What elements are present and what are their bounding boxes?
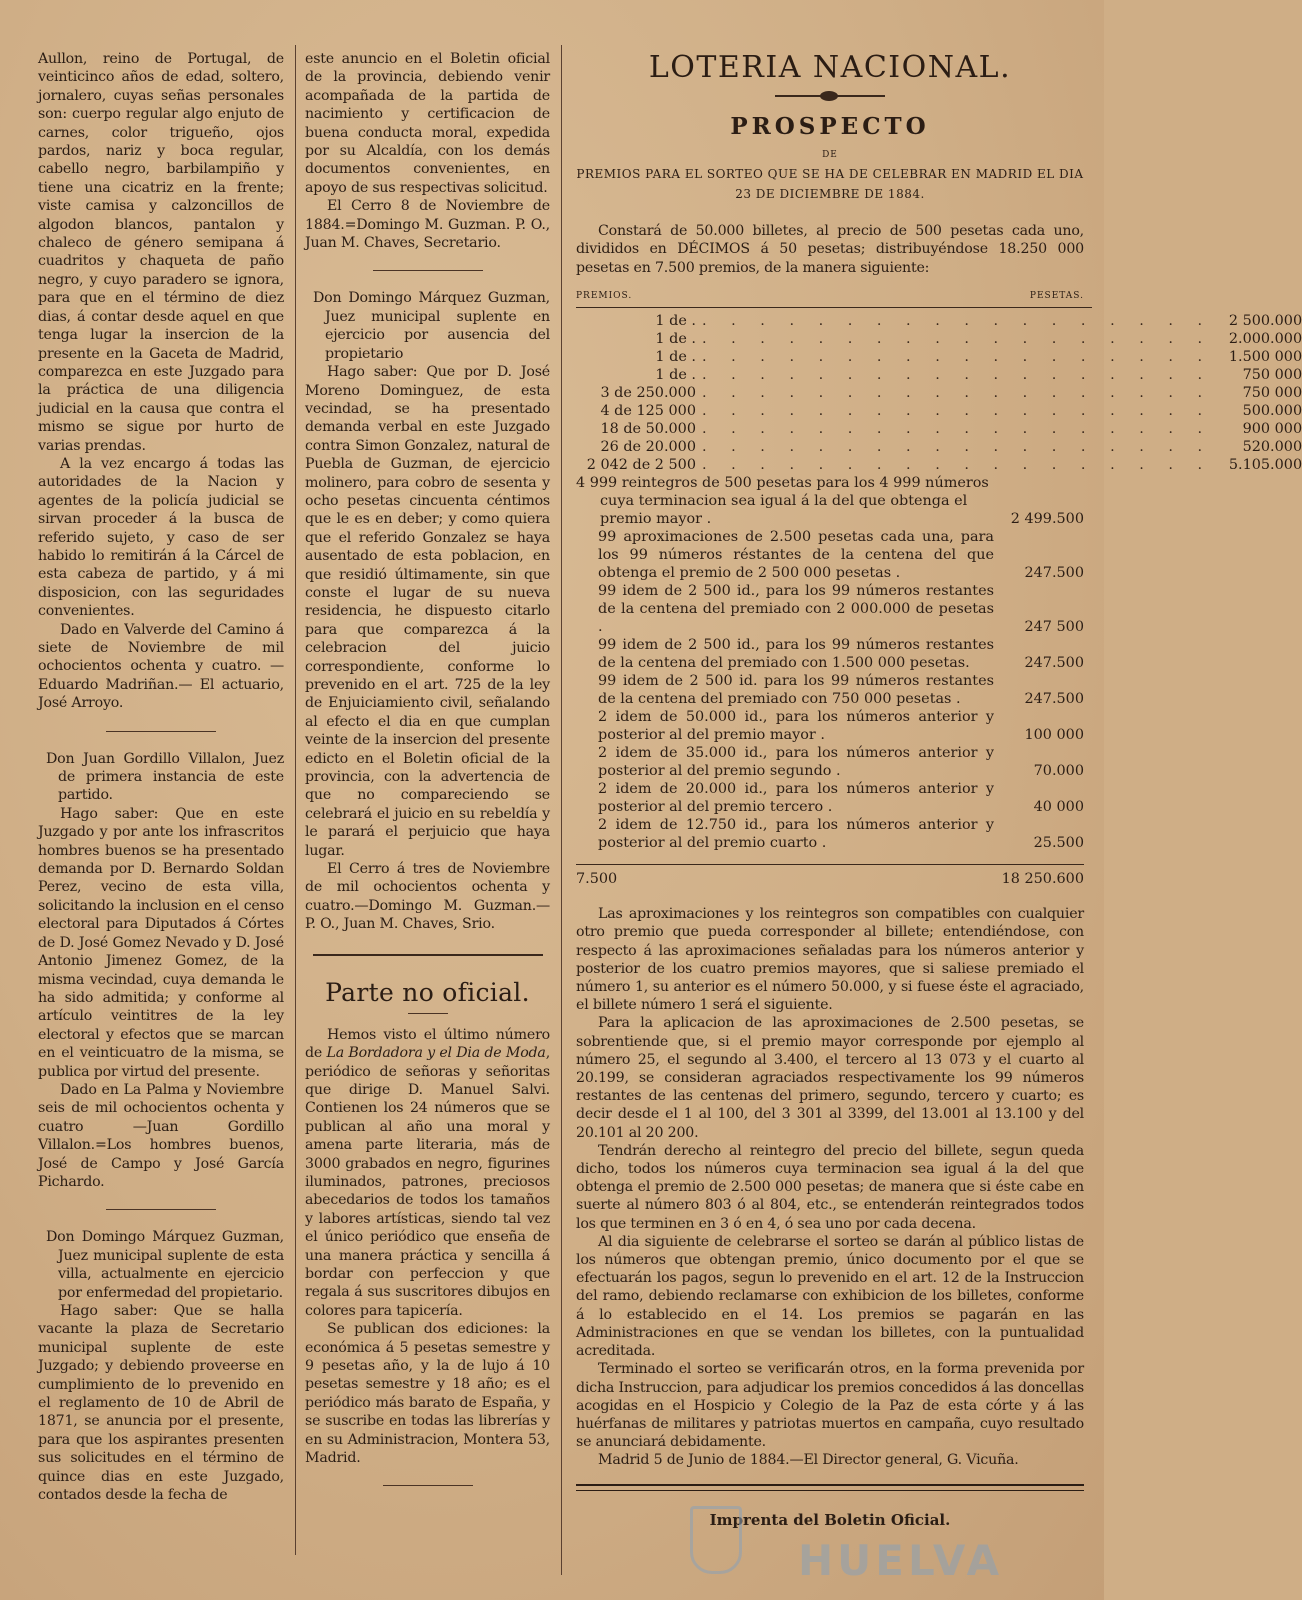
column-1 — [38, 50, 284, 1504]
prize-description: 99 idem de 2 500 id., para los 99 números restantes de la centena del premiado con 2 000.000 de pesetas . — [598, 583, 994, 636]
table-row — [576, 384, 1302, 402]
table-row — [576, 348, 1302, 366]
total-pesetas: 18 250.600 — [994, 864, 1084, 887]
prize-amount: 247 500 — [1024, 619, 1084, 636]
paragraph: El Cerro 8 de Noviembre de 1884.=Domingo M. Guzman. P. O., Juan M. Chaves, Secretario. — [305, 198, 550, 252]
prize-amount: 2 500.000 — [1228, 313, 1302, 330]
prize-description: 99 aproximaciones de 2.500 pesetas cada una, para los 99 números réstantes de la centena del que obtenga el premio de 2 500 000 pesetas . — [598, 529, 994, 582]
paragraph: Hemos visto el último número de La Bordadora y el Dia de Moda, periódico de señoras y señoritas que dirige D. Manuel Salvi. Contienen los 24 números que se publican al año una moral y amena parte literaria, más de 3000 grabados en negro, figurines iluminados, patrones, preciosos abecedarios de todos los tamaños y labores artísticas, siendo tal vez el único periódico que enseña de una manera práctica y sencilla á bordar con perfeccion y que regala á sus suscritores dibujos en colores para tapicería. — [305, 1026, 551, 1319]
prize-quantity: 18 de 50.000 — [600, 421, 696, 438]
prize-quantity: 1 de . — [655, 367, 696, 384]
paragraph: Las aproximaciones y los reintegros son compatibles con cualquier otro premio que pueda corresponder al billete; entendiéndose, con respecto á las aproximaciones señaladas para los números anterior y posterior de los cuatro premios mayores, que si saliese premiado el número 1, su anterior es el número 50.000, y si fuese éste el agraciado, el billete número 1 será el siguiente. — [576, 906, 1084, 1014]
prize-description: 2 idem de 50.000 id., para los números anterior y posterior al del premio mayor . — [598, 709, 994, 744]
paragraph: Al dia siguiente de celebrarse el sorteo se darán al público listas de los números que obtengan premio, único documento por el que se efectuarán los pagos, segun lo prevenido en el art. 12 de la Instruccion del ramo, debiendo reclamarse con exhibicion de los billetes, conforme á lo establecido en el 14. Los premios se pagarán en las Administraciones en que se vendan los billetes, con la puntualidad acreditada. — [576, 1233, 1084, 1360]
prize-amount: 1.500 000 — [1228, 349, 1302, 366]
paragraph: Para la aplicacion de las aproximaciones de 2.500 pesetas, se sobrentiende que, si el premio mayor corresponde por ejemplo al número 25, el segundo al 3.400, el tercero al 13 073 y el cuarto al 20.199, se consideran agraciados respectivamente los 99 números restantes de las centenas del primero, segundo, tercero y cuarto; es decir desde el 1 al 100, del 3 301 al 3399, del 13.001 al 13.100 y del 20.101 al 20 200. — [576, 1015, 1084, 1141]
dot-leader: . . . . . . . . . . . . . . . . . . — [702, 349, 1213, 366]
prize-description: 99 idem de 2 500 id., para los 99 números restantes de la centena del premiado con 1.500 000 pesetas. — [598, 637, 994, 672]
table-row — [576, 672, 1084, 708]
prize-amount: 520.000 — [1242, 439, 1302, 456]
prize-amount: 500.000 — [1242, 403, 1302, 420]
section-title: Parte no oficial. — [325, 977, 530, 1007]
separator — [373, 270, 483, 271]
watermark — [690, 1506, 1020, 1585]
prize-table — [576, 312, 1302, 852]
prize-amount: 25.500 — [1033, 835, 1084, 852]
prize-amount: 247.500 — [1024, 655, 1084, 672]
table-row — [576, 312, 1302, 330]
table-row — [576, 636, 1084, 672]
table-row — [576, 744, 1084, 780]
prize-amount: 2 499.500 — [1010, 511, 1084, 528]
paragraph: Aullon, reino de Portugal, de veinticinco años de edad, soltero, jornalero, cuyas señas personales son: cuerpo regular algo enjuto de carnes, color trigueño, ojos pardos, nariz y boca regular, cabello negro, barbilampiño y tiene una cicatriz en la frente; viste camisa y calzoncillos de algodon blancos, pantalon y chaleco de género semipana á cuadritos y chaqueta de paño negro, y cuyo paradero se ignora, para que en el término de diez dias, á contar desde aquel en que tenga lugar la insercion de la presente en la Gaceta de Madrid, comparezca en este Juzgado para la práctica de una diligencia judicial en la causa que contra el mismo se sigue por hurto de varias prendas. — [38, 51, 284, 454]
paragraph: Tendrán derecho al reintegro del precio del billete, segun queda dicho, todos los números cuya terminacion sea igual á la del que obtenga el premio de 2.500 000 pesetas; de manera que si éste cabe en suerte al número 803 ó al 804, etc., se entenderán reintegrados todos los que terminen en 3 ó en 4, ó sea uno por cada decena. — [576, 1142, 1084, 1232]
paragraph: Dado en La Palma y Noviembre seis de mil ochocientos ochenta y cuatro —Juan Gordillo Villalon.=Los hombres buenos, José de Campo y José García Pichardo. — [38, 1081, 284, 1190]
total-premios: 7.500 — [576, 864, 628, 887]
prize-amount: 5.105.000 — [1228, 457, 1302, 474]
column-3 — [576, 50, 1302, 1529]
printer-imprint: Imprenta del Boletin Oficial. — [709, 1510, 951, 1529]
prize-quantity: 1 de . — [655, 313, 696, 330]
table-row — [576, 438, 1302, 456]
separator — [313, 954, 543, 956]
table-row — [576, 420, 1302, 438]
prize-quantity: 2 042 de 2 500 — [586, 457, 696, 474]
table-row — [576, 456, 1302, 474]
prize-description: 2 idem de 12.750 id., para los números anterior y posterior al del premio cuarto . — [598, 817, 994, 852]
dot-leader: . . . . . . . . . . . . . . . . . . — [702, 457, 1213, 474]
paragraph: Se publican dos ediciones: la económica á 5 pesetas semestre y 9 pesetas año, y la de lujo á 10 pesetas semestre y 18 año; es el periódico más barato de España, y se suscribe en todas las librerías y en su Administracion, Montera 53, Madrid. — [305, 1321, 550, 1467]
separator — [576, 1484, 1084, 1491]
edict-heading: Don Juan Gordillo Villalon, Juez de primera instancia de este partido. — [46, 750, 284, 804]
prospectus-text — [576, 905, 1084, 1469]
table-totals — [576, 864, 1084, 887]
edict-heading: Don Domingo Márquez Guzman, Juez municipal suplente de esta villa, actualmente en ejercicio por enfermedad del propietario. — [46, 1229, 284, 1301]
column-divider — [561, 45, 562, 1575]
separator — [383, 1485, 473, 1486]
heading-subtitle: PREMIOS PARA EL SORTEO QUE SE HA DE CELEBRAR EN MADRID EL DIA — [576, 167, 1084, 181]
prize-description: 4 999 reintegros de 500 pesetas para los 4 999 números cuya terminacion sea igual á la del que obtenga el premio mayor . — [576, 475, 989, 528]
prize-amount: 40 000 — [1033, 799, 1084, 816]
table-header — [576, 291, 1092, 308]
separator — [106, 731, 216, 732]
paragraph: este anuncio en el Boletin oficial de la provincia, debiendo venir acompañada de la partida de nacimiento y certificacion de buena conducta moral, expedida por su Alcaldía, con los demás documentos convenientes, en apoyo de sus respectivas solicitud. — [305, 51, 550, 196]
separator — [106, 1209, 216, 1210]
separator — [408, 1013, 448, 1014]
table-row — [576, 330, 1302, 348]
paragraph: Terminado el sorteo se verificarán otros, en la forma prevenida por dicha Instruccion, para adjudicar los premios concedidos á las doncellas acogidas en el Hospicio y Colegio de la Paz de esta córte y á las huérfanas de militares y patriotas muertos en campaña, cuyo resultado se anunciará debidamente. — [576, 1361, 1084, 1451]
prize-description: 2 idem de 20.000 id., para los números anterior y posterior al del premio tercero . — [598, 781, 994, 816]
prize-description: 99 idem de 2 500 id. para los 99 números restantes de la centena del premiado con 750 000 pesetas . — [598, 673, 994, 708]
ornament-icon — [775, 95, 885, 97]
paragraph: A la vez encargo á todas las autoridades de la Nacion y agentes de la policía judicial se sirvan proceder á la busca de referido sujeto, y caso de ser habido lo remitirán á la Cárcel de esta cabeza de partido, y á mi disposicion, con las seguridades convenientes. — [38, 455, 284, 620]
table-row — [576, 780, 1084, 816]
prize-amount: 247.500 — [1024, 565, 1084, 582]
heading-date: 23 DE DICIEMBRE DE 1884. — [735, 187, 925, 201]
prize-amount: 900 000 — [1242, 421, 1302, 438]
table-row — [576, 708, 1084, 744]
column-divider — [295, 45, 296, 1555]
prize-amount: 750 000 — [1242, 385, 1302, 402]
prize-quantity: 1 de . — [655, 349, 696, 366]
watermark-text: HUELVA — [798, 1536, 1004, 1585]
table-row — [576, 366, 1302, 384]
page-title: LOTERIA NACIONAL. — [648, 50, 1012, 85]
edict-heading: Don Domingo Márquez Guzman, Juez municipal suplente en ejercicio por ausencia del propietario — [313, 290, 550, 362]
table-row — [576, 816, 1084, 852]
paragraph: Constará de 50.000 billetes, al precio de 500 pesetas cada uno, divididos en DÉCIMOS á 50 pesetas; distribuyéndose 18.250 000 pesetas en 7.500 premios, de la manera siguiente: — [576, 223, 1084, 276]
signature-line: Madrid 5 de Junio de 1884.—El Director general, G. Vicuña. — [598, 1452, 1019, 1469]
heading-de: DE — [822, 150, 838, 160]
dot-leader: . . . . . . . . . . . . . . . . . . — [702, 421, 1213, 438]
dot-leader: . . . . . . . . . . . . . . . . . . — [702, 331, 1213, 348]
dot-leader: . . . . . . . . . . . . . . . . . . — [702, 439, 1213, 456]
column-header-premios: PREMIOS. — [576, 291, 633, 302]
column-header-pesetas: PESETAS. — [1029, 291, 1084, 302]
prize-quantity: 1 de . — [655, 331, 696, 348]
prize-amount: 750 000 — [1242, 367, 1302, 384]
table-row — [576, 474, 1084, 528]
paragraph: Hago saber: Que se halla vacante la plaza de Secretario municipal suplente de este Juzgado; y debiendo proveerse en cumplimiento de lo prevenido en el reglamento de 10 de Abril de 1871, se anuncia por el presente, para que los aspirantes presenten sus solicitudes en el término de quince dias en este Juzgado, contados desde la fecha de — [38, 1303, 284, 1504]
paragraph: Hago saber: Que por D. José Moreno Dominguez, de esta vecindad, se ha presentado demanda verbal en este Juzgado contra Simon Gonzalez, natural de Puebla de Guzman, de ejercicio molinero, para cobro de sesenta y ocho pesetas cincuenta céntimos que le es en deber; y como quiera que el referido Gonzalez se haya ausentado de esta poblacion, en que residió últimamente, sin que conste el lugar de su nueva residencia, he dispuesto citarlo para que comparezca á la celebracion del juicio correspondiente, conforme lo prevenido en el art. 725 de la ley de Enjuiciamiento civil, señalando al efecto el dia en que cumplan veinte de la insercion del presente edicto en el Boletin oficial de la provincia, con la advertencia de que no compareciendo se celebrará el juicio en su rebeldía y le parará el perjuicio que haya lugar. — [305, 364, 550, 859]
dot-leader: . . . . . . . . . . . . . . . . . . — [702, 367, 1213, 384]
prize-amount: 70.000 — [1033, 763, 1084, 780]
prize-description: 2 idem de 35.000 id., para los números anterior y posterior al del premio segundo . — [598, 745, 994, 780]
paragraph: Dado en Valverde del Camino á siete de Noviembre de mil ochocientos ochenta y cuatro. —Eduardo Madriñan.— El actuario, José Arroyo. — [38, 621, 284, 712]
prize-quantity: 3 de 250.000 — [600, 385, 696, 402]
prospecto-heading: PROSPECTO — [730, 113, 930, 140]
shield-icon — [690, 1506, 742, 1574]
prize-amount: 247.500 — [1024, 691, 1084, 708]
table-row — [576, 528, 1084, 582]
prize-amount: 2.000.000 — [1228, 331, 1302, 348]
paragraph: Hago saber: Que en este Juzgado y por ante los infrascritos hombres buenos se ha presentado demanda por D. Bernardo Soldan Perez, vecino de esta villa, solicitando la inclusion en el censo electoral para Diputados á Córtes de D. José Gomez Nevado y D. José Antonio Jimenez Gomez, de la misma vecindad, cuya demanda le ha sido admitida; y conforme al artículo veintitres de la ley electoral y efectos que se marcan en el veinticuatro de la misma, se publica por virtud del presente. — [38, 805, 284, 1080]
prize-amount: 100 000 — [1024, 727, 1084, 744]
dot-leader: . . . . . . . . . . . . . . . . . . — [702, 313, 1213, 330]
table-row — [576, 402, 1302, 420]
prize-quantity: 26 de 20.000 — [600, 439, 696, 456]
paragraph: El Cerro á tres de Noviembre de mil ochocientos ochenta y cuatro.—Domingo M. Guzman.— P. O., Juan M. Chaves, Srio. — [305, 861, 550, 933]
table-row — [576, 582, 1084, 636]
dot-leader: . . . . . . . . . . . . . . . . . . — [702, 385, 1213, 402]
column-2 — [305, 50, 550, 1504]
prize-quantity: 4 de 125 000 — [600, 403, 696, 420]
dot-leader: . . . . . . . . . . . . . . . . . . — [702, 403, 1213, 420]
